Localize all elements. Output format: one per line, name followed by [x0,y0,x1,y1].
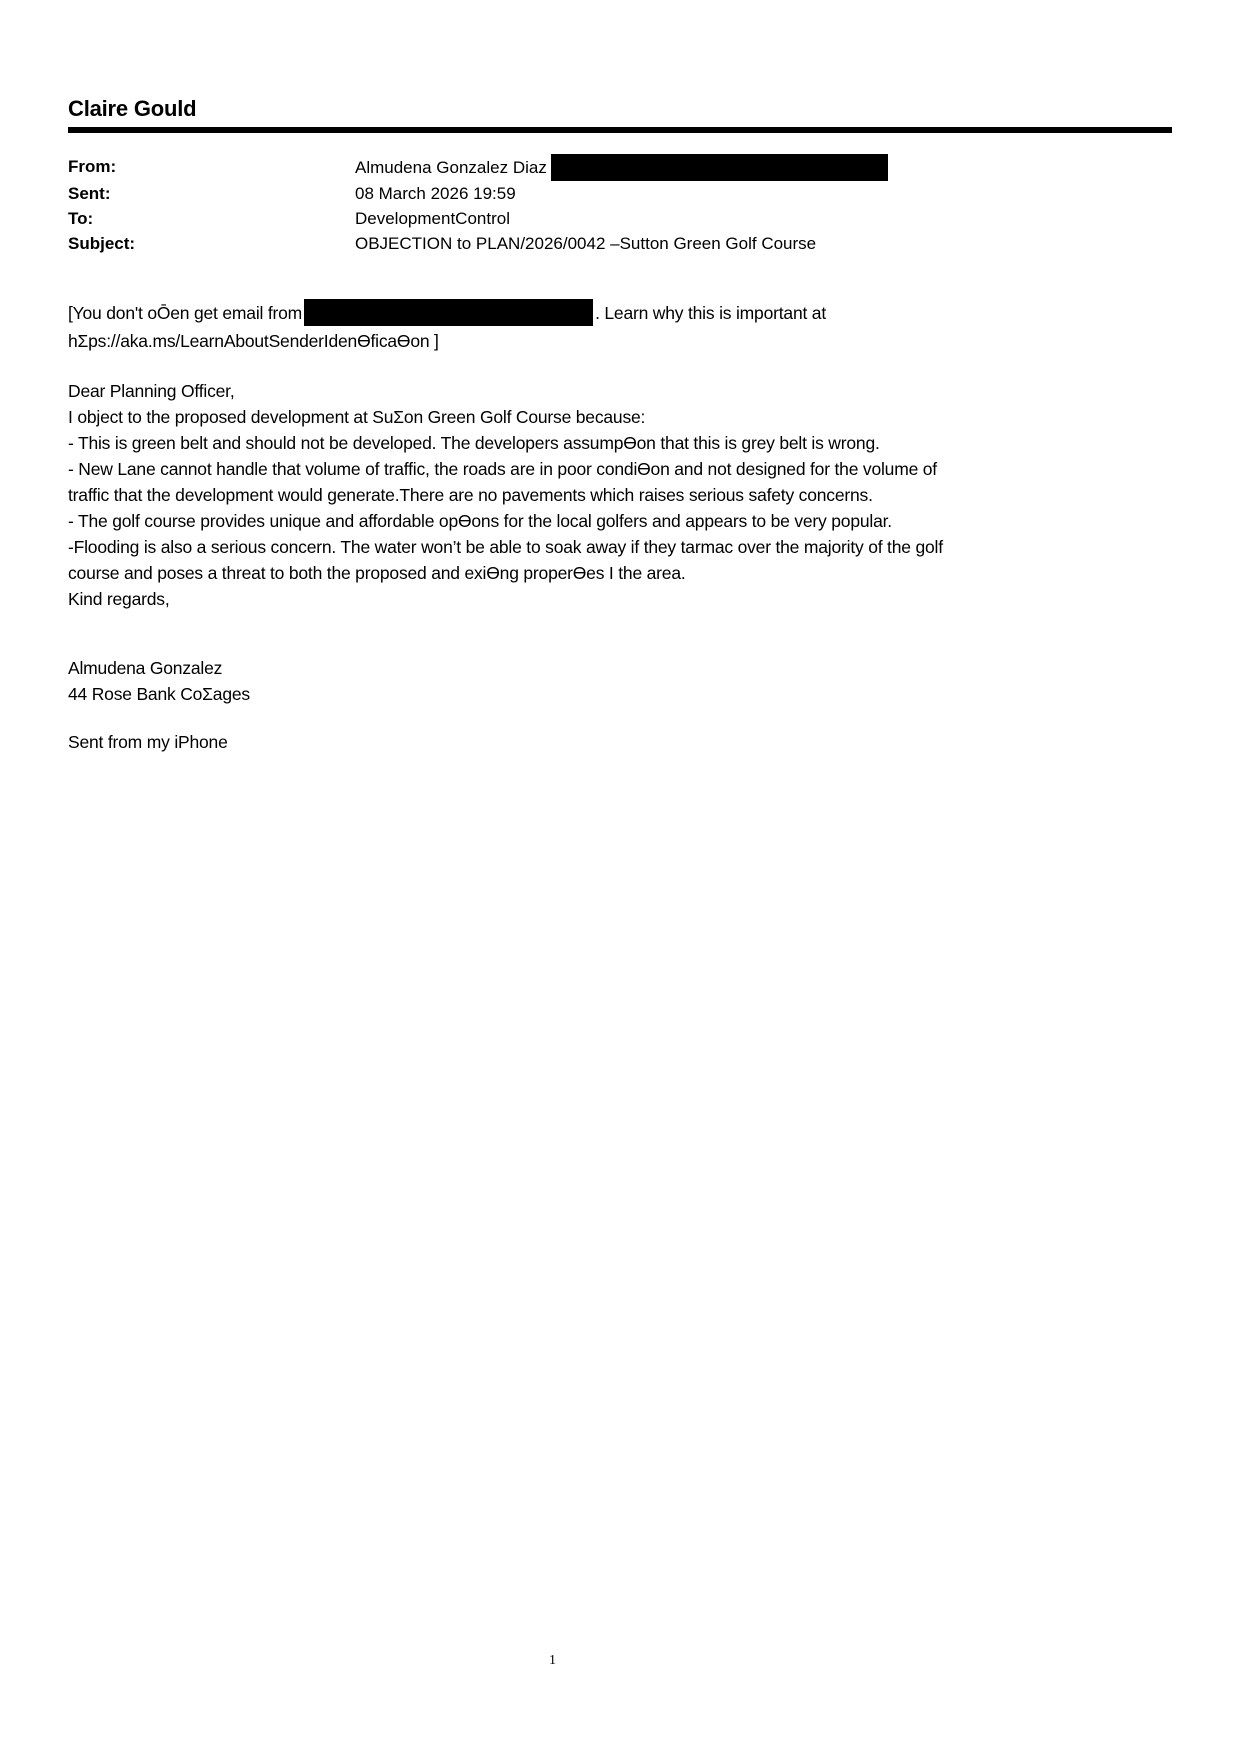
notice-line-2: hΣps://aka.ms/LearnAboutSenderIdenƟficaƟon ] [68,330,439,351]
body-line: Kind regards, [68,588,170,609]
to-label: To: [68,209,94,228]
from-value [355,154,888,181]
signature-name: Almudena Gonzalez [68,657,223,678]
body-line: I object to the proposed development at SuΣon Green Golf Course because: [68,406,646,427]
subject-row [68,231,1172,256]
from-row [68,154,1172,181]
external-sender-notice [68,300,1172,354]
page-number: 1 [549,1653,556,1668]
sent-label: Sent: [68,184,111,203]
notice-text-before: [You don't oŌen get email from [68,303,303,323]
from-label: From: [68,157,117,176]
to-row [68,206,1172,231]
body-line: - The golf course provides unique and affordable opƟons for the local golfers and appears to be very popular. [68,510,892,531]
header-divider [68,127,1172,133]
signature-block [68,655,1172,707]
body-line: - This is green belt and should not be developed. The developers assumpƟon that this is grey belt is wrong. [68,432,880,453]
to-value: DevelopmentControl [355,209,510,228]
body-line: -Flooding is also a serious concern. The water won’t be able to soak away if they tarmac over the majority of the golf [68,536,943,557]
signature-address: 44 Rose Bank CoΣages [68,683,250,704]
body-line: course and poses a threat to both the proposed and exiƟng properƟes I the area. [68,562,686,583]
email-body [68,378,1172,612]
notice-line-1 [68,300,1172,328]
subject-value: OBJECTION to PLAN/2026/0042 –Sutton Green Golf Course [355,234,817,253]
body-line: Dear Planning Officer, [68,380,235,401]
redaction-bar [304,299,593,326]
sent-value: 08 March 2026 19:59 [355,184,516,203]
body-line: - New Lane cannot handle that volume of traffic, the roads are in poor condiƟon and not designed for the volume of [68,458,937,479]
sent-row [68,181,1172,206]
from-sender-name: Almudena Gonzalez Diaz [355,158,547,177]
sent-from-line: Sent from my iPhone [68,731,228,752]
recipient-name-heading: Claire Gould [68,96,197,121]
body-line: traffic that the development would generate.There are no pavements which raises serious safety concerns. [68,484,873,505]
email-header-block [68,154,1172,256]
document-content [0,0,1240,755]
redaction-bar [551,154,888,181]
subject-label: Subject: [68,234,136,253]
notice-text-after: . Learn why this is important at [595,303,826,323]
